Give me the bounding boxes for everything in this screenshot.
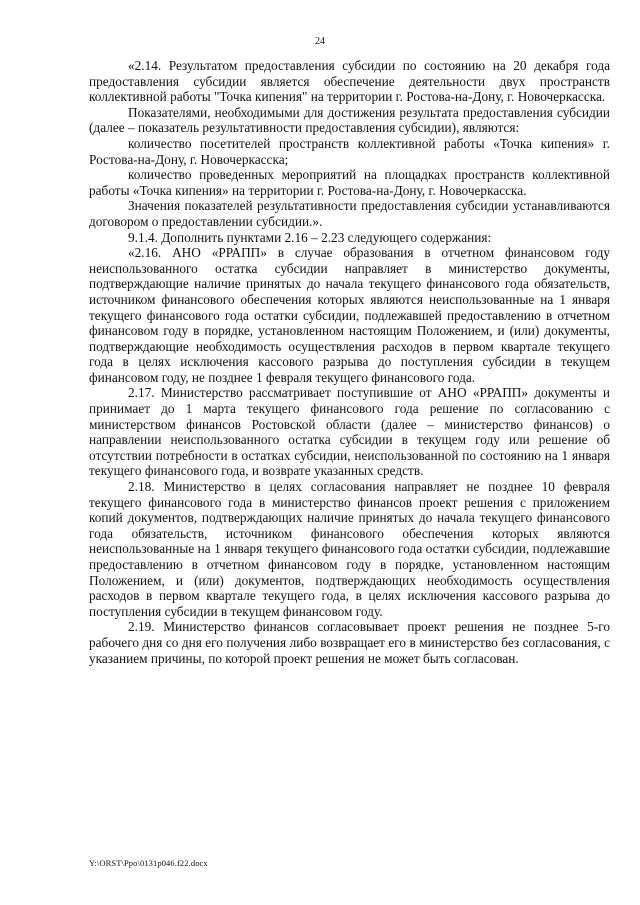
paragraph-indicators-intro: Показателями, необходимыми для достижения результата предоставления субсидии (далее – показатель результативности предоставления субсидии), являются:: [89, 104, 610, 136]
page-number: 24: [315, 36, 325, 47]
paragraph-2-14-result: «2.14. Результатом предоставления субсидии по состоянию на 20 декабря года предоставления субсидии является обеспечение деятельности двух пространств коллективной работы "Точка кипения" на территории г. Ростова-на-Дону, г. Новочеркасска.: [89, 58, 610, 105]
paragraph-9-1-4: 9.1.4. Дополнить пунктами 2.16 – 2.23 следующего содержания:: [128, 229, 492, 245]
paragraph-indicator-visitors: количество посетителей пространств коллективной работы «Точка кипения» г. Ростова-на-Дону, г. Новочеркасска;: [89, 135, 610, 167]
paragraph-2-17: 2.17. Министерство рассматривает поступившие от АНО «РРАПП» документы и принимает до 1 марта текущего финансового года решение по согласованию с министерством финансов Ростовской области (далее – министерство финансов) о направлении неиспользованного остатка субсидии в текущем году или решение об отсутствии потребности в остатках субсидии, неиспользованной по состоянию на 1 января текущего финансового года, и возврате указанных средств.: [89, 385, 610, 479]
paragraph-indicator-values: Значения показателей результативности предоставления субсидии устанавливаются договором о предоставлении субсидии.».: [89, 198, 610, 229]
paragraph-2-16: «2.16. АНО «РРАПП» в случае образования в отчетном финансовом году неиспользованного остатка субсидии направляет в министерство документы, подтверждающие наличие принятых до начала текущего финансового года обязательств, источником финансового обеспечения которых являются неиспользованные на 1 января текущего финансового года остатки субсидии, подлежавшей предоставлению в отчетном финансовом году в порядке, установленном настоящим Положением, и (или) документы, подтверждающие необходимость осуществления расходов в первом квартале текущего года в целях исключения кассового разрыва до поступления субсидии в текущем финансовом году, не позднее 1 февраля текущего финансового года.: [89, 245, 610, 385]
document-body: [89, 58, 610, 666]
paragraph-2-19: 2.19. Министерство финансов согласовывает проект решения не позднее 5-го рабочего дня со дня его получения либо возвращает его в министерство без согласования, с указанием причины, по которой проект решения не может быть согласован.: [89, 619, 610, 666]
footer-file-path: Y:\ORST\Ppo\0131p046.f22.docx: [89, 858, 208, 868]
paragraph-indicator-events: количество проведенных мероприятий на площадках пространств коллективной работы «Точка кипения» на территории г. Ростова-на-Дону, г. Новочеркасска.: [89, 167, 610, 198]
paragraph-2-18: 2.18. Министерство в целях согласования направляет не позднее 10 февраля текущего финансового года в министерство финансов проект решения с приложением копий документов, подтверждающих наличие принятых до начала текущего финансового года обязательств, источником финансового обеспечения которых являются неиспользованные на 1 января текущего финансового года остатки субсидии, подлежавшие предоставлению в отчетном финансовом году в порядке, установленном настоящим Положением, и (или) документов, подтверждающих необходимость осуществления расходов в первом квартале текущего года, в целях исключения кассового разрыва до поступления субсидии в текущем финансовом году.: [89, 479, 610, 619]
